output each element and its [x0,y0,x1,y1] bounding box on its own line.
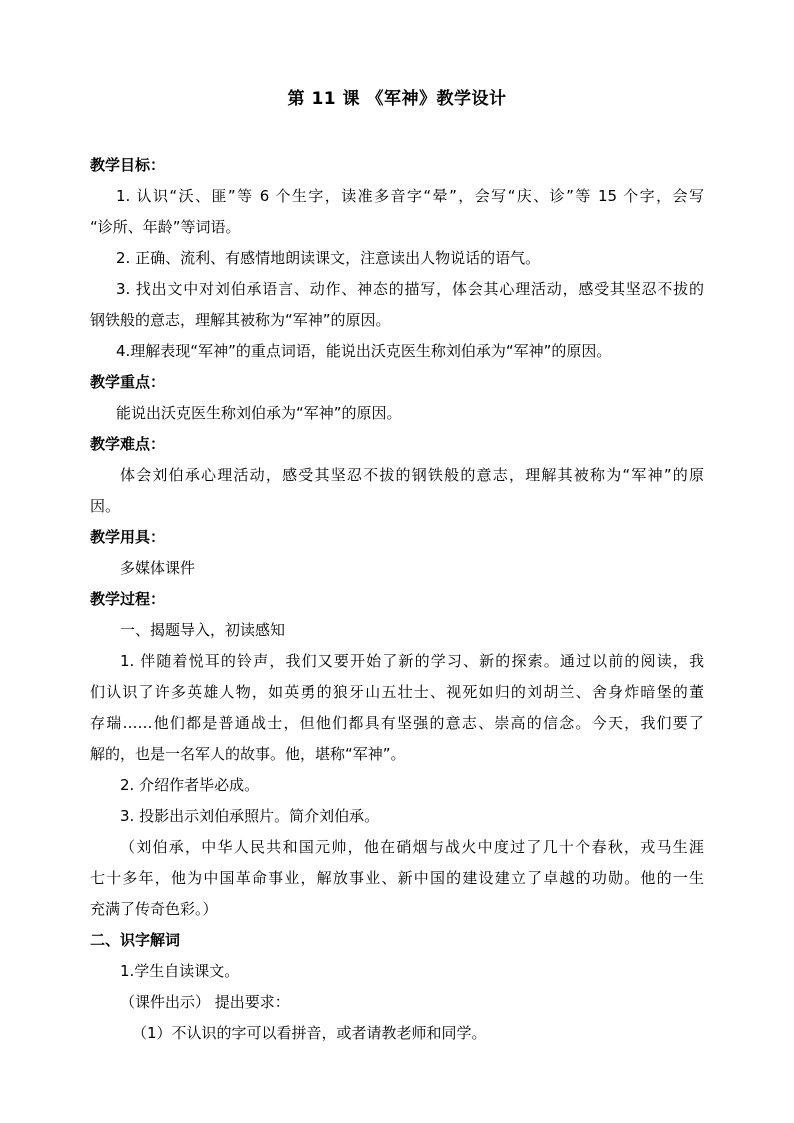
process-paragraph-line-1: 1. 伴随着悦耳的铃声，我们又要开始了新的学习、新的探索。通过以前的阅读，我 [120,652,704,670]
section-heading-objectives: 教学目标： [90,156,166,174]
vocab-requirement-1: （1）不认识的字可以看拼音，或者请教老师和同学。 [132,1024,487,1042]
objective-1-line-2: “诊所、年龄”等词语。 [90,218,241,236]
objective-3-line-1: 3. 找出文中对刘伯承语言、动作、神态的描写，体会其心理活动，感受其坚忍不拔的 [116,280,704,298]
tools-text: 多媒体课件 [120,559,196,577]
key-point-text: 能说出沃克医生称刘伯承为“军神”的原因。 [116,404,402,422]
section-heading-vocabulary: 二、识字解词 [90,931,181,949]
objective-1-line-1: 1. 认识“沃、匪”等 6 个生字，读准多音字“晕”，会写“庆、诊”等 15 个字，会写 [116,187,704,205]
objective-2: 2. 正确、流利、有感情地朗读课文，注意读出人物说话的语气。 [116,249,541,267]
page-title: 第 11 课 《军神》教学设计 [287,89,507,109]
process-item-2: 2. 介绍作者毕必成。 [120,776,260,794]
section-heading-tools: 教学用具： [90,528,166,546]
vocab-requirements: （课件出示） 提出要求： [120,993,290,1011]
process-step-1-heading: 一、揭题导入，初读感知 [120,621,286,639]
bio-note-line-3: 充满了传奇色彩。） [90,900,218,918]
section-heading-process: 教学过程： [90,590,166,608]
section-heading-key-points: 教学重点： [90,373,166,391]
vocab-item-1: 1.学生自读课文。 [120,962,240,980]
document-body [90,150,704,1049]
difficulty-line-2: 因。 [90,497,121,515]
bio-note-line-1: （刘伯承，中华人民共和国元帅，他在硝烟与战火中度过了几十个春秋，戎马生涯 [120,838,704,856]
difficulty-line-1: 体会刘伯承心理活动，感受其坚忍不拔的钢铁般的意志，理解其被称为“军神”的原 [120,466,704,484]
objective-4: 4.理解表现“军神”的重点词语，能说出沃克医生称刘伯承为“军神”的原因。 [116,342,612,360]
process-paragraph-line-3: 存瑞……他们都是普通战士，但他们都具有坚强的意志、崇高的信念。今天，我们要了 [90,714,704,732]
objective-3-line-2: 钢铁般的意志，理解其被称为“军神”的原因。 [90,311,391,329]
process-paragraph-line-4: 解的，也是一名军人的故事。他，堪称“军神”。 [90,745,406,763]
bio-note-line-2: 七十多年，他为中国革命事业，解放事业、新中国的建设建立了卓越的功勋。他的一生 [90,869,704,887]
process-item-3: 3. 投影出示刘伯承照片。简介刘伯承。 [120,807,380,825]
section-heading-difficulties: 教学难点： [90,435,166,453]
process-paragraph-line-2: 们认识了许多英雄人物，如英勇的狼牙山五壮士、视死如归的刘胡兰、舍身炸暗堡的董 [90,683,704,701]
